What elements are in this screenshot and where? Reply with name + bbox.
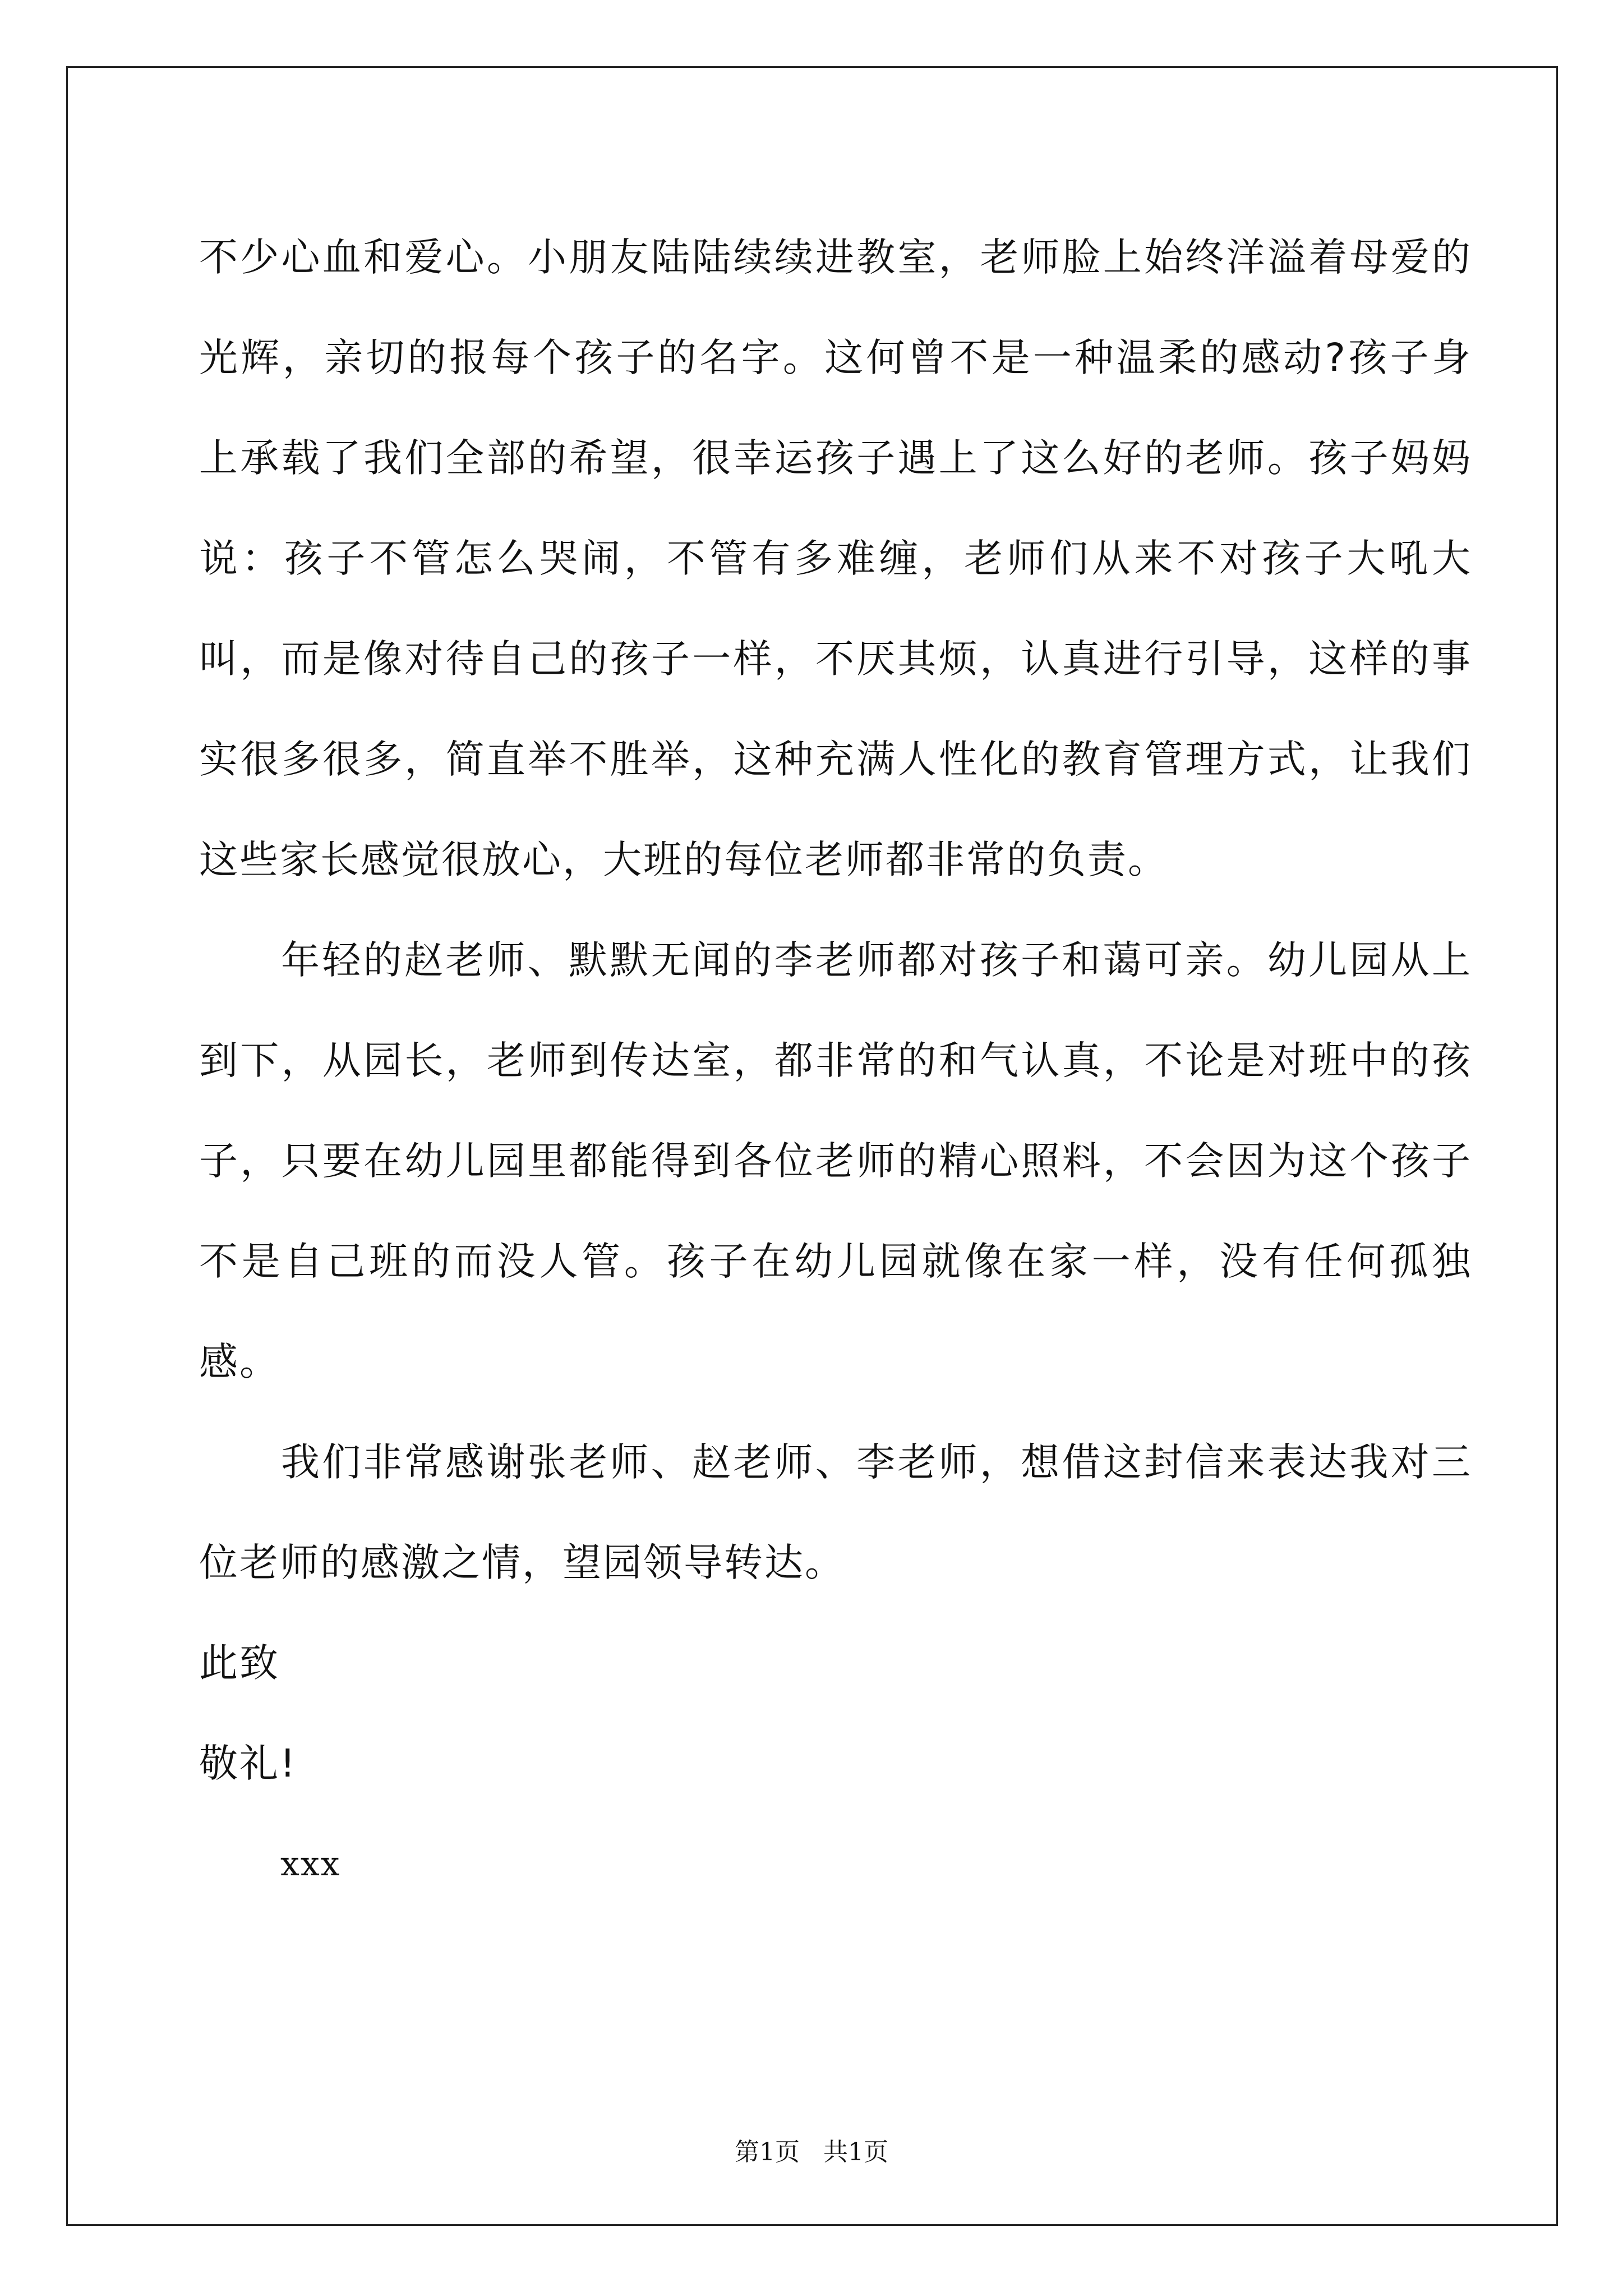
signature: xxx	[280, 1844, 341, 1884]
closing-salutation: 此致	[199, 1641, 280, 1686]
closing-respects: 敬礼!	[199, 1741, 297, 1786]
paragraph-1: 不少心血和爱心。小朋友陆陆续续进教室，老师脸上始终洋溢着母爱的光辉，亲切的报每个孩子的名字。这何曾不是一种温柔的感动?孩子身上承载了我们全部的希望，很幸运孩子遇上了这么好的老师。孩子妈妈说：孩子不管怎么哭闹，不管有多难缠，老师们从来不对孩子大吼大叫，而是像对待自己的孩子一样，不厌其烦，认真进行引导，这样的事实很多很多，简直举不胜举，这种充满人性化的教育管理方式，让我们这些家长感觉很放心，大班的每位老师都非常的负责。	[199, 235, 1472, 882]
page-footer: 第1页 共1页	[735, 2138, 888, 2166]
paragraph-3: 我们非常感谢张老师、赵老师、李老师，想借这封信来表达我对三位老师的感激之情，望园领导转达。	[199, 1440, 1472, 1585]
paragraph-2: 年轻的赵老师、默默无闻的李老师都对孩子和蔼可亲。幼儿园从上到下，从园长，老师到传达室，都非常的和气认真，不论是对班中的孩子，只要在幼儿园里都能得到各位老师的精心照料，不会因为这个孩子不是自己班的而没人管。孩子在幼儿园就像在家一样，没有任何孤独感。	[199, 938, 1472, 1384]
letter-body	[199, 208, 1472, 1915]
